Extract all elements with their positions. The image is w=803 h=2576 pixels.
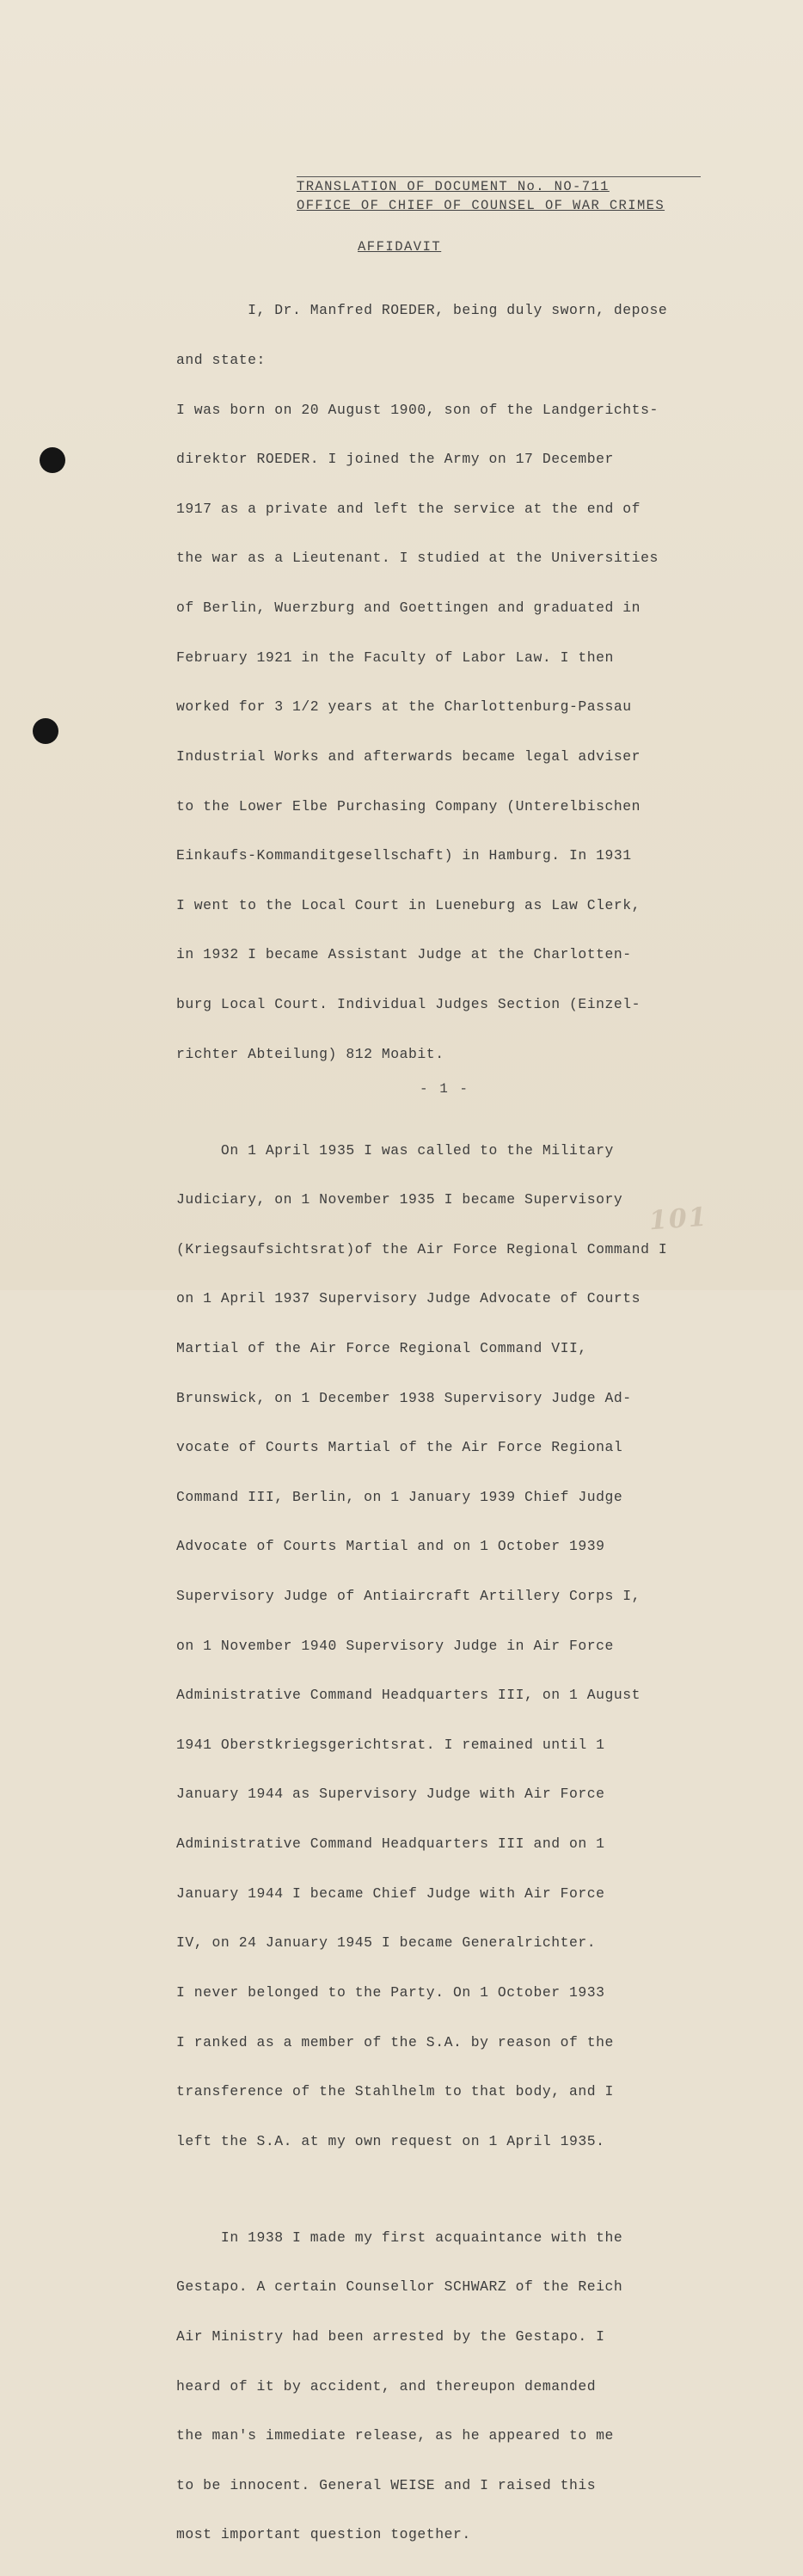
text-line: the man's immediate release, as he appeared to me [176,2427,614,2444]
document-title: AFFIDAVIT [358,239,442,255]
text-line: I ranked as a member of the S.A. by reason of the [176,2033,614,2050]
text-line: of Berlin, Wuerzburg and Goettingen and graduated in [176,599,641,617]
text-line: 1917 as a private and left the service at the end of [176,500,641,517]
page-number: - 1 - [420,1081,470,1097]
text-line: transference of the Stahlhelm to that body, and I [176,2083,614,2100]
paragraph-gestapo [176,2196,726,2576]
text-line: Brunswick, on 1 December 1938 Supervisory Judge Ad- [176,1389,632,1406]
text-line: most important question together. [176,2526,471,2543]
text-line: Administrative Command Headquarters III and on 1 [176,1835,605,1853]
document-header [297,176,701,215]
text-line: the war as a Lieutenant. I studied at the Universities [176,550,659,567]
text-line: 1941 Oberstkriegsgerichtsrat. I remained until 1 [176,1736,605,1753]
punch-hole [33,718,58,744]
text-line: Martial of the Air Force Regional Command VII, [176,1340,587,1356]
text-line: and state: [176,352,266,369]
text-line: on 1 November 1940 Supervisory Judge in Air Force [176,1637,614,1654]
text-line: Administrative Command Headquarters III, on 1 August [176,1687,641,1704]
text-line: I went to the Local Court in Lueneburg as Law Clerk, [176,896,641,913]
affidavit-body [176,269,726,2576]
text-line: Industrial Works and afterwards became legal adviser [176,747,641,765]
text-line: burg Local Court. Individual Judges Section (Einzel- [176,995,641,1012]
text-line: direktor ROEDER. I joined the Army on 17 December [176,451,614,468]
text-line: I never belonged to the Party. On 1 October 1933 [176,1983,605,2001]
text-line: Einkaufs-Kommanditgesellschaft) in Hamburg. In 1931 [176,847,632,864]
text-line: Air Ministry had been arrested by the Gestapo. I [176,2327,605,2345]
text-line: to be innocent. General WEISE and I raised this [176,2476,597,2493]
text-line: to the Lower Elbe Purchasing Company (Unterelbischen [176,797,641,815]
text-line: Command III, Berlin, on 1 January 1939 Chief Judge [176,1488,623,1505]
archive-stamp: 101 [647,1202,709,1237]
punch-hole [40,447,65,473]
text-line: Supervisory Judge of Antiaircraft Artillery Corps I, [176,1588,641,1605]
text-line: worked for 3 1/2 years at the Charlottenburg-Passau [176,698,632,716]
text-line: I, Dr. Manfred ROEDER, being duly sworn, depose [176,302,668,319]
text-line: in 1932 I became Assistant Judge at the Charlotten- [176,946,632,963]
text-line: left the S.A. at my own request on 1 April 1935. [176,2132,605,2149]
text-line: IV, on 24 January 1945 I became Generalrichter. [176,1934,597,1952]
text-line: on 1 April 1937 Supervisory Judge Advocate of Courts [176,1290,641,1307]
header-translation-line: TRANSLATION OF DOCUMENT No. NO-711 [297,176,701,196]
text-line: heard of it by accident, and thereupon demanded [176,2377,597,2395]
header-office-line: OFFICE OF CHIEF OF COUNSEL OF WAR CRIMES [297,198,665,213]
text-line: (Kriegsaufsichtsrat)of the Air Force Regional Command I [176,1240,668,1257]
paragraph-biography [176,269,726,1095]
text-line: In 1938 I made my first acquaintance with the [176,2229,623,2246]
text-line: vocate of Courts Martial of the Air Force Regional [176,1439,623,1456]
text-line: January 1944 I became Chief Judge with Air Force [176,1884,605,1902]
text-line: richter Abteilung) 812 Moabit. [176,1045,444,1062]
text-line: January 1944 as Supervisory Judge with Air Force [176,1786,605,1803]
text-line: On 1 April 1935 I was called to the Military [176,1141,614,1159]
text-line: Advocate of Courts Martial and on 1 October 1939 [176,1538,605,1555]
text-line: I was born on 20 August 1900, son of the Landgerichts- [176,401,659,418]
text-line: February 1921 in the Faculty of Labor Law. I then [176,649,614,666]
text-line: Judiciary, on 1 November 1935 I became Supervisory [176,1191,623,1208]
text-line: Gestapo. A certain Counsellor SCHWARZ of the Reich [176,2278,623,2296]
paragraph-military-career [176,1109,726,2182]
